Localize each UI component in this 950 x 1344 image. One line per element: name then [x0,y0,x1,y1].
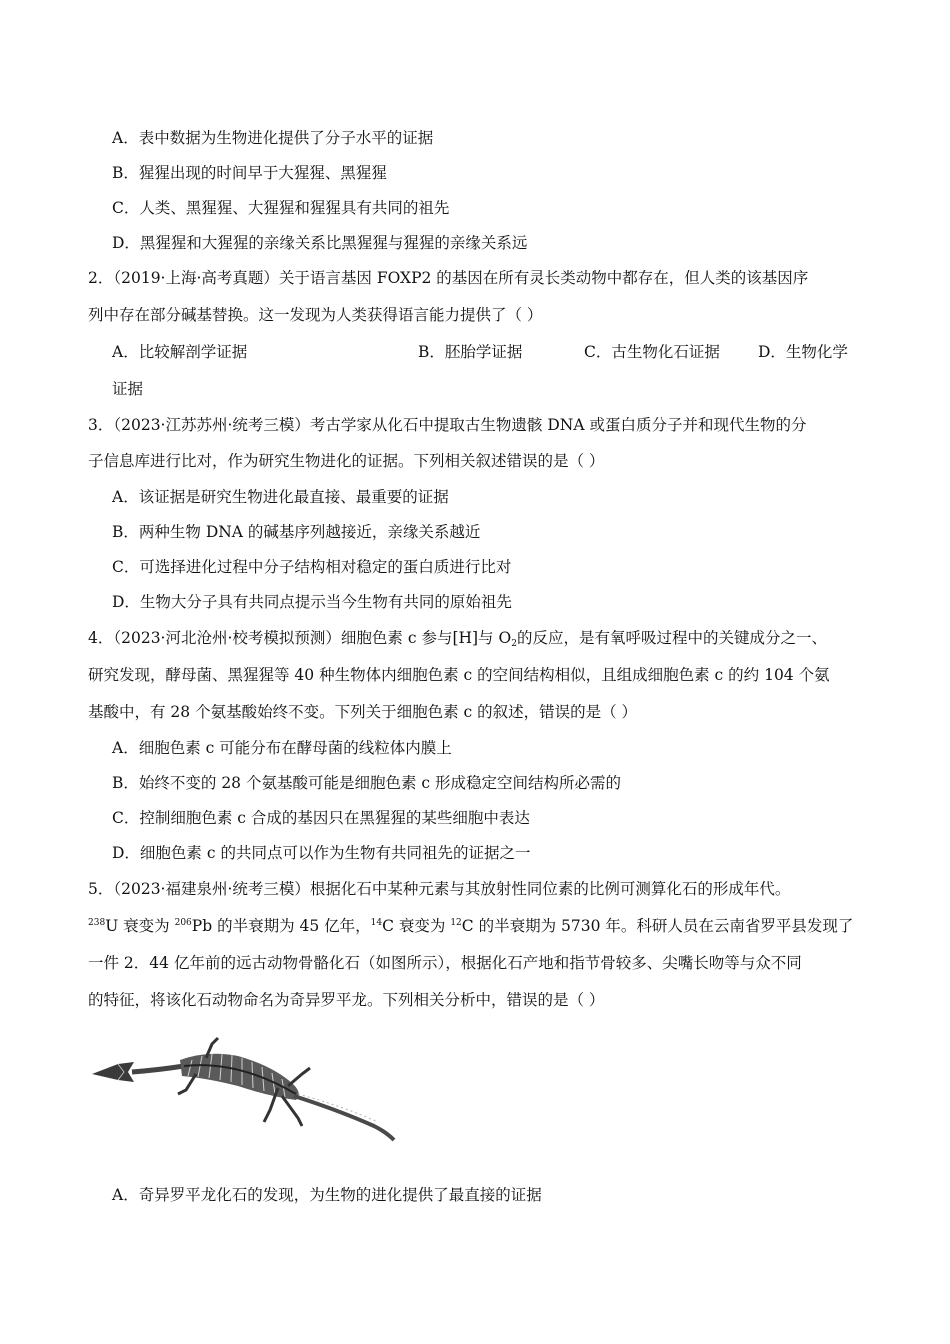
fossil-skeleton-image [88,1022,400,1144]
q4-stem-line3: 基酸中，有 28 个氨基酸始终不变。下列关于细胞色素 c 的叙述，错误的是（ ） [88,703,638,721]
q4-option-a: A．细胞色素 c 可能分布在酵母菌的线粒体内膜上 [112,739,452,757]
q4-stem-line1-text: 4．（2023·河北沧州·校考模拟预测）细胞色素 c 参与[H]与 O [88,629,512,647]
q1-option-c: C．人类、黑猩猩、大猩猩和猩猩具有共同的祖先 [112,199,450,217]
fossil-hind-limb-lower [282,1096,302,1126]
q1-option-a: A．表中数据为生物进化提供了分子水平的证据 [112,129,434,147]
q2-stem-line2: 列中存在部分碱基替换。这一发现为人类获得语言能力提供了（ ） [88,306,543,324]
q3-option-a: A．该证据是研究生物进化最直接、最重要的证据 [112,488,449,506]
q3-stem-line2: 子信息库进行比对，作为研究生物进化的证据。下列相关叙述错误的是（ ） [88,452,605,470]
q2-option-c: C．古生物化石证据 [584,343,720,361]
q5-text-u: U 衰变为 [105,917,175,935]
q3-option-b: B．两种生物 DNA 的碱基序列越接近，亲缘关系越近 [112,523,481,541]
q2-option-d-continued: 证据 [112,380,144,398]
q5-stem-line2 [88,916,853,936]
q1-option-d: D．黑猩猩和大猩猩的亲缘关系比黑猩猩与猩猩的亲缘关系远 [112,234,528,252]
q5-text-c12: C 的半衰期为 5730 年。科研人员在云南省罗平县发现了 [461,917,854,935]
q5-stem-line3: 一件 2．44 亿年前的远古动物骨骼化石（如图所示），根据化石产地和指节骨较多、尖嘴长吻等与众不同 [88,954,802,972]
q5-option-a: A．奇异罗平龙化石的发现，为生物的进化提供了最直接的证据 [112,1186,542,1204]
q4-stem-line1-rest: 的反应，是有氧呼吸过程中的关键成分之一、 [516,629,827,647]
q4-option-c: C．控制细胞色素 c 合成的基因只在黑猩猩的某些细胞中表达 [112,809,530,827]
superscript-238: 238 [88,918,106,928]
fossil-skull [92,1062,134,1082]
q3-stem-line1: 3．（2023·江苏苏州·统考三模）考古学家从化石中提取古生物遗骸 DNA 或蛋白质分子并和现代生物的分 [88,416,807,434]
fossil-hind-limb-right [288,1068,310,1086]
fossil-neck [132,1066,184,1072]
q3-option-d: D．生物大分子具有共同点提示当今生物有共同的原始祖先 [112,593,512,611]
superscript-14: 14 [370,918,383,928]
q4-subscript: 2 [511,639,517,649]
q4-stem-line2: 研究发现，酵母菌、黑猩猩等 40 种生物体内细胞色素 c 的空间结构相似，且组成细胞色素 c 的约 104 个氨 [88,666,830,684]
q4-stem-line1 [88,628,827,648]
q2-option-b: B．胚胎学证据 [418,343,523,361]
q1-option-b: B．猩猩出现的时间早于大猩猩、黑猩猩 [112,164,387,182]
q5-stem-line1: 5．（2023·福建泉州·统考三模）根据化石中某种元素与其放射性同位素的比例可测算化石的形成年代。 [88,880,791,898]
fossil-tail-vertebrae [298,1094,378,1122]
fossil-tail [294,1096,394,1140]
q5-text-c14: C 衰变为 [382,917,451,935]
q2-option-d: D．生物化学 [758,343,848,361]
q2-option-a: A．比较解剖学证据 [112,343,248,361]
q5-text-pb: Pb 的半衰期为 45 亿年， [191,917,371,935]
q2-stem-line1: 2．（2019·上海·高考真题）关于语言基因 FOXP2 的基因在所有灵长类动物中都存在，但人类的该基因序 [88,269,809,287]
superscript-206: 206 [174,918,192,928]
fossil-front-limb-left [178,1074,196,1094]
q4-option-d: D．细胞色素 c 的共同点可以作为生物有共同祖先的证据之一 [112,844,531,862]
q3-option-c: C．可选择进化过程中分子结构相对稳定的蛋白质进行比对 [112,558,512,576]
superscript-12: 12 [450,918,462,928]
q4-option-b: B．始终不变的 28 个氨基酸可能是细胞色素 c 形成稳定空间结构所必需的 [112,774,622,792]
q5-stem-line4: 的特征，将该化石动物命名为奇异罗平龙。下列相关分析中，错误的是（ ） [88,991,605,1009]
